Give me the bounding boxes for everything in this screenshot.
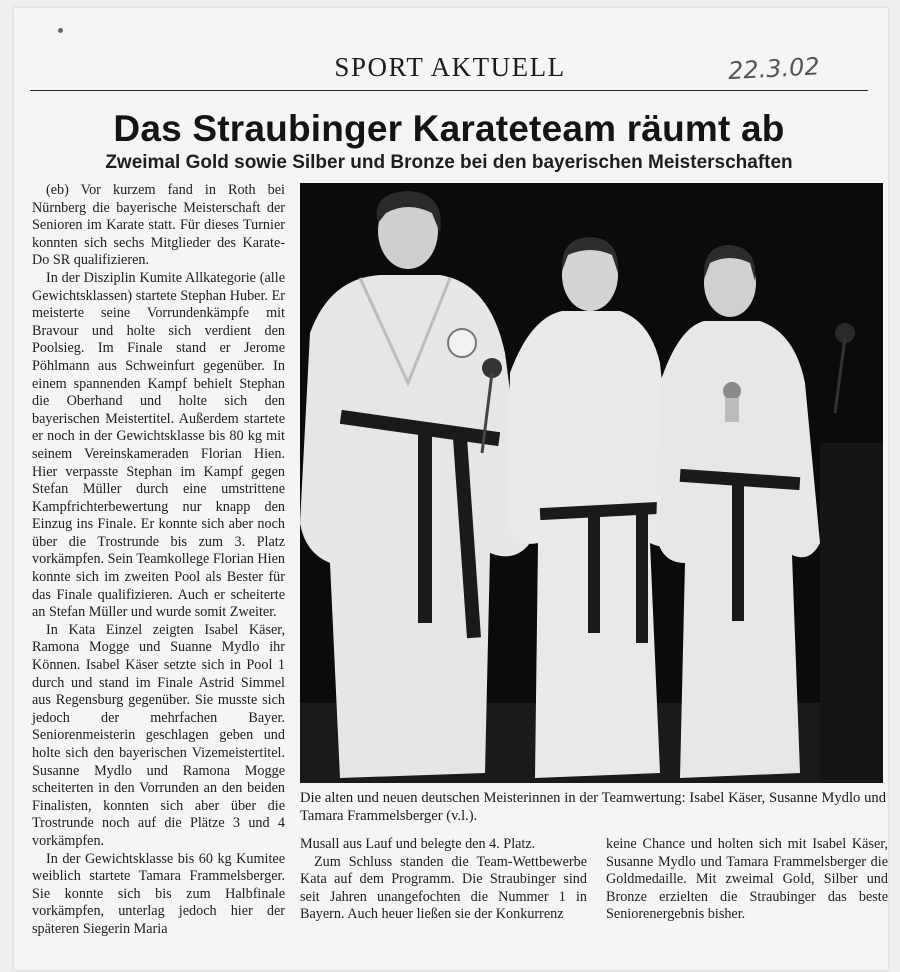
team-photo-illustration <box>300 183 883 783</box>
handwritten-date: 22.3.02 <box>727 52 821 86</box>
team-photo <box>300 183 883 783</box>
article-paragraph: (eb) Vor kurzem fand in Roth bei Nürnberg die bayerische Meisterschaft der Senioren im Karate statt. Für dieses Turnier konnten sich sechs Mitglieder des Karate-Do SR qualifizieren. <box>32 182 285 269</box>
section-title: SPORT AKTUELL <box>334 52 566 82</box>
article-paragraph: In Kata Einzel zeigten Isabel Käser, Ramona Mogge und Suanne Mydlo ihr Können. Isabel Käser setzte sich in Pool 1 durch und stand im Finale Astrid Simmel aus Regensburg gegenüber. Sie musste sich jedoch der mehrfachen Bayer. Seniorenmeisterin geschlagen geben und holte sich den bayerischen Vizemeistertitel. Susanne Mydlo und Ramona Mogge scheiterten in den Vorrunden an den beiden Finalisten, konnten sich aber über die Trostrunde noch auf die Plätze 3 und 4 vorkämpfen. <box>32 621 285 849</box>
article-subheadline: Zweimal Gold sowie Silber und Bronze bei den bayerischen Meisterschaften <box>105 152 793 173</box>
article-column-3 <box>606 836 888 924</box>
article-paragraph: Zum Schluss standen die Team-Wettbewerbe Kata auf dem Programm. Die Straubinger sind seit Jahren unangefochten die Nummer 1 in Bayern. Auch heuer ließen sie der Konkurrenz <box>300 853 587 923</box>
article-paragraph: In der Disziplin Kumite Allkategorie (alle Gewichtsklassen) startete Stephan Huber. Er meisterte seine Vorrundenkämpfe mit Bravour und holte sich verdient den Poolsieg. Im Finale stand er Jerome Pöhlmann aus Schweinfurt gegenüber. In einem spannenden Kampf behielt Stephan die Oberhand und holte sich den bayerischen Meistertitel. Außerdem startete er noch in der Gewichtsklasse bis 80 kg mit seinem Vereinskameraden Florian Hien. Hier verpasste Stephan im Kampf gegen Stefan Müller durch eine umstrittene Kampfrichterbewertung nur knapp den Einzug ins Finale. Er konnte sich aber noch über die Trostrunde bis zum 3. Platz vorkämpfen. Sein Teamkollege Florian Hien konnte sich im zweiten Pool als Bester für das Finale qualifizieren. Auch er scheiterte an Stefan Müller und wurde somit Zweiter. <box>32 269 285 621</box>
header-rule <box>30 90 868 91</box>
pin-hole-mark <box>58 28 63 33</box>
article-paragraph: Musall aus Lauf und belegte den 4. Platz. <box>300 836 536 852</box>
photo-caption: Die alten und neuen deutschen Meisterinnen in der Teamwertung: Isabel Käser, Susanne Mydlo und Tamara Frammelsberger (v.l.). <box>300 790 886 824</box>
article-column-1 <box>32 182 285 939</box>
article-paragraph: In der Gewichtsklasse bis 60 kg Kumitee weiblich startete Tamara Frammelsberger. Sie konnte sich bis zum Halbfinale vorkämpfen, unterlag jedoch hier der späteren Siegerin Maria <box>32 850 285 937</box>
article-headline: Das Straubinger Karateteam räumt ab <box>113 108 785 149</box>
article-paragraph: keine Chance und holten sich mit Isabel Käser, Susanne Mydlo und Tamara Frammelsberger die Goldmedaille. Mit zweimal Gold, Silber und Bronze erzielten die Straubinger das beste Seniorenergebnis bisher. <box>606 836 888 923</box>
article-column-2 <box>300 836 587 924</box>
